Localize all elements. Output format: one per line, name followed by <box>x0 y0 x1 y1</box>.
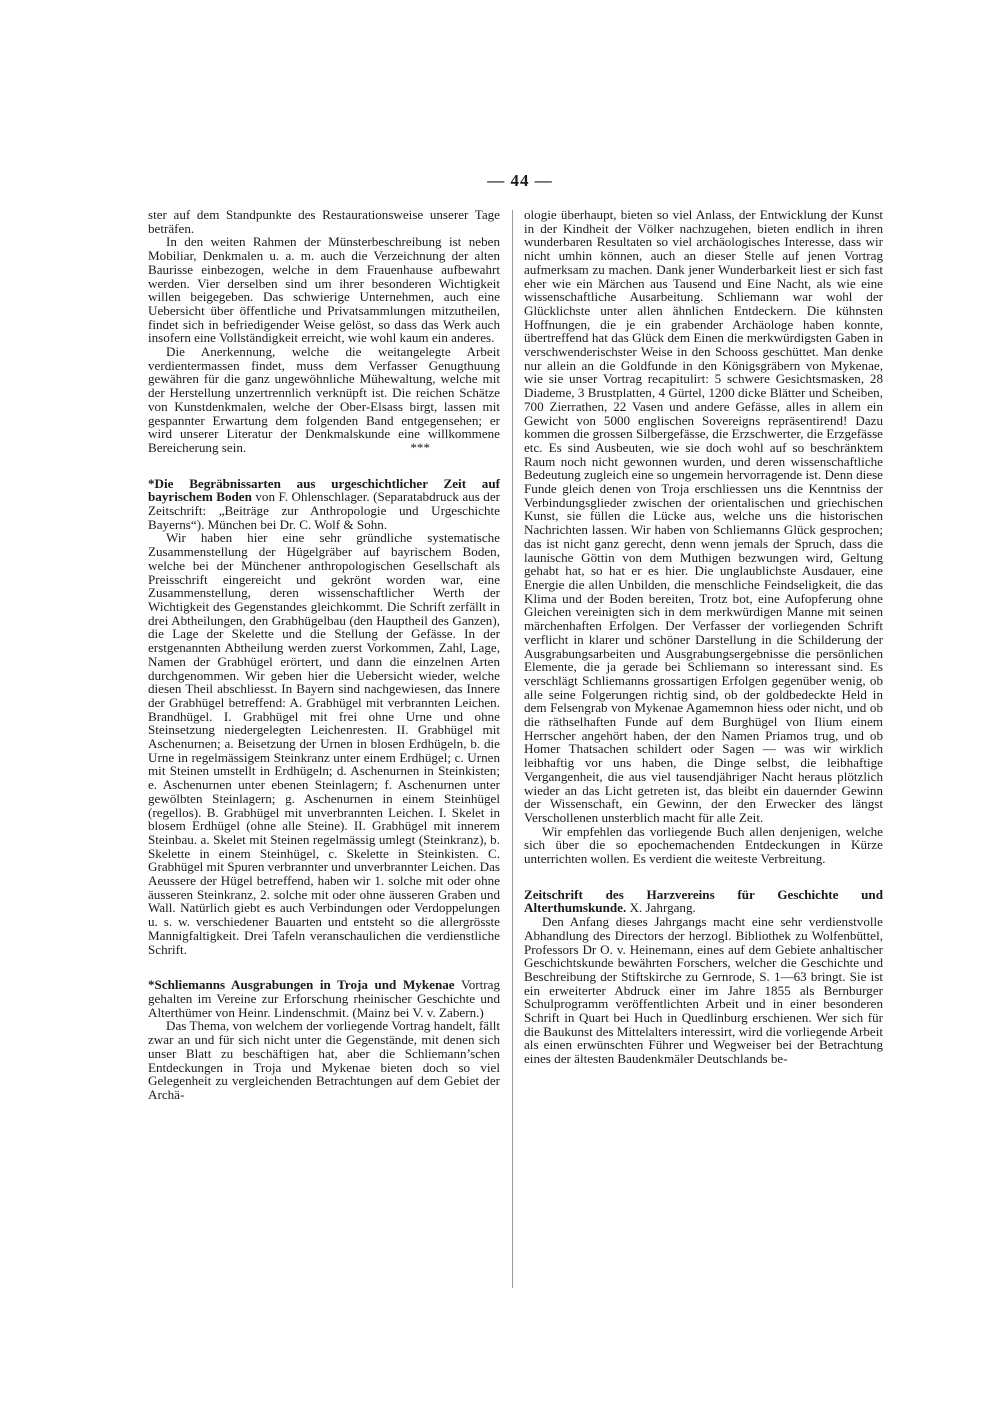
review-paragraph: Den Anfang dieses Jahrgangs macht eine sehr verdienstvolle Abhandlung des Directors der herzogl. Bibliothek zu Wolfenbüttel, Professors Dr O. v. Heinemann, eines auf dem Gebiete anhaltischer Geschichtskunde bewährten Forschers, welcher die Geschichte und Beschreibung der Stiftskirche zu Gernrode, S. 1—63 bringt. Sie ist ein erweiterter Abdruck einer im Jahre 1855 als Bernburger Schulprogramm veröffentlichten Arbeit und in einer besonderen Schrift in Quart bei Huch in Quedlinburg erschienen. Wer sich für die Baukunst des Mittelalters interessirt, wird die vorliegende Arbeit als einen erwünschten Führer und Wegweiser bei der Betrachtung eines der ältesten Baudenkmäler Deutschlands be- <box>524 914 883 1067</box>
intro-paragraph: In den weiten Rahmen der Münsterbeschreibung ist neben Mobiliar, Denkmalen u. a. m. auch die Verzeichnung der alten Baurisse einbezogen, welche in dem Frauenhause aufbewahrt werden. Vier derselben sind um ihrer besonderen Wichtigkeit willen beigegeben. Das schwierige Unternehmen, auch eine Uebersicht über öffentliche und Privatsammlungen mitzutheilen, findet sich in befriedigender Weise gelöst, so dass das Werk auch insofern eine Vollständigkeit erreicht, wie wohl kaum ein anderes. <box>148 234 500 346</box>
continuation-paragraph: ologie überhaupt, bieten so viel Anlass, der Entwicklung der Kunst in der Kindheit der Völker nachzugehen, bieten endlich in ihren wunderbaren Resultaten so viel archäologisches Interesse, dass wir nicht umhin können, auch an dieser Stelle auf jenen Vortrag aufmerksam zu machen. Dank jener Wunderbarkeit liest er sich fast eher wie ein Märchen aus Tausend und Eine Nacht, als wie eine wissenschaftliche Ausarbeitung. Schliemann war wohl der Glücklichste unter allen ähnlichen Entdeckern. Die kühnsten Hoffnungen, die je ein grabender Archäologe haben konnte, übertreffend hat das Glück dem Einen die merkwürdigsten Gaben in verschwenderischster Weise in den Schooss geschüttet. Man denke nur allein an die Goldfunde in den Königsgräbern von Mykenae, wie sie unser Vortrag recapitulirt: 5 schwere Gesichtsmasken, 28 Diademe, 3 Brustplatten, 4 Gürtel, 1200 dicke Blätter und Scheiben, 700 Zierrathen, 22 Vasen und andere Gefässe, alles in allem ein Gewicht von 5000 englischen Sovereigns repräsentirend! Dazu kommen die grossen Silbergefässe, die Erzschwerter, die Erzgefässe etc. Es sind Ausbeuten, wie sie doch wohl auf so beschränktem Raum noch nicht gewonnen wurden, und deren wissenschaftliche Bedeutung zugleich eine so ungemein hervorragende ist. Denn diese Funde gleich denen von Troja erschliessen uns die Kenntniss der Verbindungsglieder zwischen der orientalischen und griechischen Kunst, sie füllen die Lücke aus, welche uns die historischen Nachrichten lassen. Wir haben von Schliemanns Glück gesprochen; das ist nicht ganz gerecht, denn wenn jemals der Spruch, dass die launische Göttin von dem Muthigen bezwungen wird, Geltung gehabt hat, so hat er es hier. Die unglaublichste Ausdauer, eine Energie die allen Unbilden, die menschliche Feindseligkeit, die das Klima und der Boden bereiten, Trotz bot, eine Aufopferung ohne Gleichen vereinigten sich in dem merkwürdigen Manne mit seinen märchenhaften Erfolgen. Der Verfasser der vorliegenden Schrift verflicht in klarer und schöner Darstellung in die Schilderung der Ausgrabungsarbeiten und Ausgrabungsergebnisse die persönlichen Elemente, die ja gerade bei Schliemann so interessant sind. Es verschlägt Schliemanns grossartigen Erfolgen gegenüber wenig, ob alle seine Folgerungen richtig sind, ob der goldbedeckte Held in dem Felsengrab von Mykenae Agamemnon hiess oder nicht, und ob die räthselhaften Funde auf dem Burghügel von Ilium einem Herrscher angehört haben, der den Namen Priamos trug, und ob Homer Thatsachen schildert oder Sagen — was wir wirklich leibhaftig vor uns haben, die Dinge selbst, die leibhaftige Vergangenheit, die aus viel tausendjähriger Nacht heraus plötzlich wieder an das Licht getreten ist, das bleibt ein dauernder Gewinn der Wissenschaft, ein Gewinn, der den Erwecker des längst Verschollenen unsterblich macht für alle Zeit. <box>524 207 883 825</box>
intro-signature: *** <box>410 439 430 455</box>
page-number: — 44 — <box>487 171 553 190</box>
intro-paragraph: ster auf dem Standpunkte des Restaurationsweise unserer Tage beträfen. <box>148 207 500 236</box>
right-column <box>524 208 883 1066</box>
review-schliemann <box>148 978 500 1101</box>
continuation-paragraph: Wir empfehlen das vorliegende Buch allen denjenigen, welche sich über die so epochemachenden Entdeckungen in Kürze unterrichten wollen. Es verdient die weiteste Verbreitung. <box>524 823 883 867</box>
column-divider <box>512 210 513 1288</box>
review-byline: Vortrag gehalten im Vereine zur Erforschung rheinischer Geschichte und Alterthümer von Heinr. Lindenschmit. (Mainz bei V. v. Zabern.) <box>148 977 500 1020</box>
review-byline: von F. Ohlenschlager. (Separatabdruck aus der Zeitschrift: „Beiträge zur Anthropologie und Urgeschichte Bayerns“). München bei Dr. C. Wolf & Sohn. <box>148 489 500 532</box>
review-paragraph: Das Thema, von welchem der vorliegende Vortrag handelt, fällt zwar an und für sich nicht unter die Gegenstände, mit denen sich unser Blatt zu beschäftigen hat, aber die Schliemann’schen Entdeckungen in Troja und Mykenae bieten doch so viel Gelegenheit zu vergleichenden Betrachtungen auf dem Gebiet der Archä- <box>148 1018 500 1102</box>
review-title: *Schliemanns Ausgrabungen in Troja und Mykenae <box>148 977 455 993</box>
review-header <box>148 978 500 1019</box>
review-title: Zeitschrift des Harzvereins für Geschichte und Alterthumskunde. <box>524 886 883 916</box>
review-header <box>148 477 500 532</box>
review-paragraph: Wir haben hier eine sehr gründliche systematische Zusammenstellung der Hügelgräber auf bayrischem Boden, welche bei der Münchener anthropologischen Gesellschaft als Preisschrift eingereicht und gekrönt worden war, eine Zusammenstellung, deren wissenschaftlicher Werth der Wichtigkeit des Gegenstandes gleichkommt. Die Schrift zerfällt in drei Abtheilungen, den Grabhügelbau (den Hauptheil des Ganzen), die Lage der Skelette und die Stellung der Gefässe. In der erstgenannten Abtheilung werden zuerst Vorkommen, Zahl, Lage, Namen der Grabhügel erörtert, und dann die einzelnen Arten durchgenommen. Wir geben hier die Uebersicht wieder, welche diesen Theil abschliesst. In Bayern sind nachgewiesen, das Innere der Grabhügel betreffend: A. Grabhügel mit verbrannten Leichen. Brandhügel. I. Grabhügel mit frei ohne Urne und ohne Steinsetzung niedergelegten Leichenresten. II. Grabhügel mit Aschenurnen; a. Beisetzung der Urnen in blosen Erdhügeln, b. die Urne in regelmässigem Steinkranz unter einem Erdhügel; c. Urnen mit Steinen umstellt in Erdhügeln; d. Aschenurnen in Steinkisten; e. Aschenurnen unter ebenen Steinlagern; f. Aschenurnen unter gewölbten Steinlagern; g. Aschenurnen in einem Steinhügel (regellos). B. Grabhügel mit unverbrannten Leichen. I. Skelet in blosem Erdhügel (ohne alle Steine). II. Grabhügel mit innerem Steinbau. a. Skelet mit Steinen regelmässig umlegt (Steinkranz), b. Skelette in einem Steinhügel, c. Skelette in Steinkisten. C. Grabhügel mit Spuren verbrannter und unverbrannter Leichen. Das Aeussere der Hügel betreffend, haben wir 1. solche mit oder ohne äusseren Steinkranz, 2. solche mit oder ohne äusseren Graben und Wall. Natürlich giebt es auch Verbindungen oder Verdoppelungen u. s. w. verschiedener Bauarten und entsteht so die allergrösste Mannigfaltigkeit. Drei Tafeln veranschaulichen die verdienstliche Schrift. <box>148 530 500 957</box>
left-column <box>148 208 500 1102</box>
review-header <box>524 888 883 915</box>
review-harzverein <box>524 888 883 1066</box>
intro-paragraph: Die Anerkennung, welche die weitangelegte Arbeit verdientermassen findet, muss dem Verfasser Genugthuung gewähren für die ganz ungewöhnliche Mühewaltung, welche mit der Herstellung unzertrennlich verknüpft ist. Die reichen Schätze von Kunstdenkmalen, welche der Ober-Elsass birgt, lassen mit gespannter Erwartung dem folgenden Band entgegensehen; er wird unserer Literatur der Denkmalskunde eine willkommene Bereicherung sein. <box>148 344 500 455</box>
review-begraebnissarten <box>148 477 500 957</box>
review-byline: X. Jahrgang. <box>626 900 696 916</box>
review-title: *Die Begräbnissarten aus urgeschichtlicher Zeit auf bayrischem Boden <box>148 475 500 505</box>
